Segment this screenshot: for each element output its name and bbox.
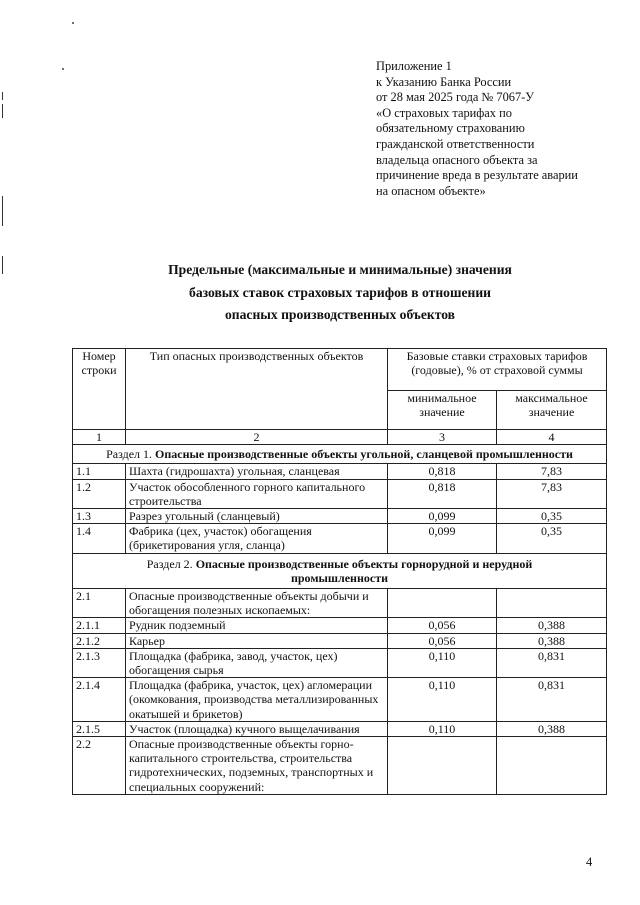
col-number: 2 — [126, 430, 388, 445]
section-prefix: Раздел 1. — [106, 447, 156, 462]
row-min: 0,056 — [388, 633, 497, 648]
section-2-heading — [73, 553, 607, 588]
row-max: 0,35 — [497, 524, 607, 553]
scan-dot — [62, 68, 64, 70]
header-max: максимальное значение — [497, 390, 607, 430]
row-type: Карьер — [126, 633, 388, 648]
document-title — [60, 259, 620, 327]
row-max: 0,831 — [497, 648, 607, 677]
table-row — [73, 648, 607, 677]
row-min: 0,056 — [388, 618, 497, 633]
table-row — [73, 524, 607, 553]
row-max: 0,388 — [497, 633, 607, 648]
row-min: 0,110 — [388, 648, 497, 677]
appendix-line: гражданской ответственности — [376, 136, 535, 151]
appendix-line: обязательному страхованию — [376, 121, 525, 136]
row-number: 1.4 — [73, 524, 126, 553]
table-row — [73, 633, 607, 648]
col-number: 1 — [73, 430, 126, 445]
table-row — [73, 479, 607, 508]
row-min: 0,099 — [388, 509, 497, 524]
scan-mark — [2, 92, 3, 100]
row-max: 7,83 — [497, 479, 607, 508]
scan-mark — [2, 196, 3, 226]
table-header-row — [73, 349, 607, 391]
row-type: Рудник подземный — [126, 618, 388, 633]
table-row — [73, 721, 607, 736]
row-max: 0,831 — [497, 678, 607, 722]
section-row — [73, 553, 607, 588]
scan-dot — [72, 22, 74, 24]
row-number: 2.1.2 — [73, 633, 126, 648]
header-min: минимальное значение — [388, 390, 497, 430]
row-type: Площадка (фабрика, завод, участок, цех) обогащения сырья — [126, 648, 388, 677]
section-title: Опасные производственные объекты горнорудной и нерудной промышленности — [195, 556, 533, 585]
row-min: 0,110 — [388, 678, 497, 722]
title-line: базовых ставок страховых тарифов в отношении — [189, 284, 491, 300]
appendix-line: от 28 мая 2025 года № 7067-У — [376, 90, 535, 105]
row-min: 0,099 — [388, 524, 497, 553]
appendix-line: на опасном объекте» — [376, 183, 486, 198]
appendix-line: Приложение 1 — [376, 59, 452, 73]
page-number: 4 — [586, 855, 593, 869]
appendix-line: причинение вреда в результате аварии — [376, 168, 578, 183]
section-row — [73, 445, 607, 464]
row-type: Шахта (гидрошахта) угольная, сланцевая — [126, 464, 388, 479]
row-max: 7,83 — [497, 464, 607, 479]
row-number: 2.1.3 — [73, 648, 126, 677]
row-number: 2.1.1 — [73, 618, 126, 633]
header-type: Тип опасных производственных объектов — [126, 349, 388, 430]
col-number: 4 — [497, 430, 607, 445]
table-row — [73, 464, 607, 479]
row-number: 2.1 — [73, 589, 126, 618]
section-1-heading — [73, 445, 607, 464]
col-number: 3 — [388, 430, 497, 445]
row-max — [497, 737, 607, 795]
header-number: Номер строки — [73, 349, 126, 430]
row-type: Фабрика (цех, участок) обогащения (брикетирования угля, сланца) — [126, 524, 388, 553]
appendix-line: «О страховых тарифах по — [376, 105, 512, 120]
row-number: 1.3 — [73, 509, 126, 524]
title-line: Предельные (максимальные и минимальные) значения — [168, 262, 512, 277]
appendix-block — [376, 59, 606, 199]
table-row — [73, 509, 607, 524]
row-max — [497, 589, 607, 618]
table-row — [73, 589, 607, 618]
row-min — [388, 589, 497, 618]
row-type: Разрез угольный (сланцевый) — [126, 509, 388, 524]
scan-mark — [2, 256, 3, 274]
row-number: 2.1.5 — [73, 721, 126, 736]
scan-mark — [2, 104, 3, 118]
column-numbers-row — [73, 430, 607, 445]
rates-table — [72, 348, 607, 795]
section-title: Опасные производственные объекты угольной, сланцевой промышленности — [155, 447, 573, 462]
row-number: 1.2 — [73, 479, 126, 508]
section-prefix: Раздел 2. — [146, 556, 196, 571]
row-number: 1.1 — [73, 464, 126, 479]
row-number: 2.1.4 — [73, 678, 126, 722]
row-type: Участок (площадка) кучного выщелачивания — [126, 721, 388, 736]
table-row — [73, 678, 607, 722]
appendix-line: к Указанию Банка России — [376, 74, 512, 89]
row-type: Участок обособленного горного капитального строительства — [126, 479, 388, 508]
row-min: 0,818 — [388, 464, 497, 479]
row-max: 0,388 — [497, 721, 607, 736]
table-row — [73, 737, 607, 795]
table-row — [73, 618, 607, 633]
row-number: 2.2 — [73, 737, 126, 795]
row-type: Опасные производственные объекты горно-капитального строительства, строительства гидротехнических, подземных, транспортных и специальных сооружений: — [126, 737, 388, 795]
header-rates: Базовые ставки страховых тарифов (годовые), % от страховой суммы — [388, 349, 607, 391]
title-line: опасных производственных объектов — [224, 307, 456, 322]
row-min: 0,110 — [388, 721, 497, 736]
row-max: 0,388 — [497, 618, 607, 633]
appendix-line: владельца опасного объекта за — [376, 152, 538, 167]
row-type: Опасные производственные объекты добычи и обогащения полезных ископаемых: — [126, 589, 388, 618]
row-type: Площадка (фабрика, участок, цех) агломерации (окомкования, производства металлизированных окатышей и брикетов) — [126, 678, 388, 722]
row-min: 0,818 — [388, 479, 497, 508]
row-max: 0,35 — [497, 509, 607, 524]
row-min — [388, 737, 497, 795]
